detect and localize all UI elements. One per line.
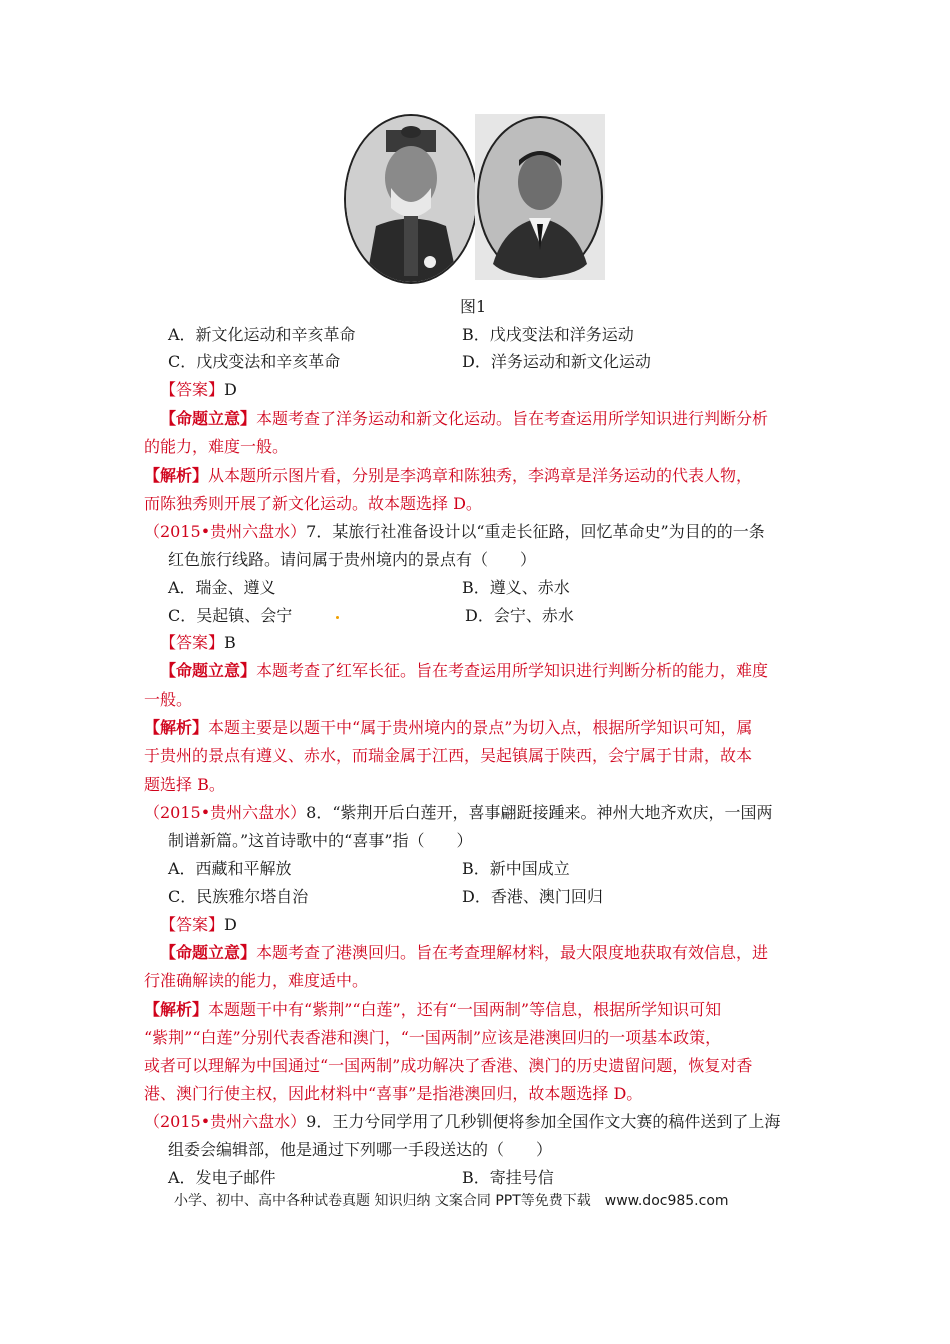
- q6-analysis-line2: 而陈独秀则开展了新文化运动。故本题选择 D。: [144, 494, 482, 513]
- q9-option-a: A．发电子邮件: [168, 1168, 276, 1187]
- figure-caption: 图1: [460, 297, 487, 316]
- q8-intent-line1: [160, 942, 768, 964]
- q8-analysis-text1: 本题题干中有“紫荆”“白莲”，还有“一国两制”等信息，根据所学知识可知: [208, 1000, 722, 1019]
- q8-analysis-line4: 港、澳门行使主权，因此材料中“喜事”是指港澳回归，故本题选择 D。: [144, 1084, 643, 1103]
- q7-stem-line2: 红色旅行线路。请问属于贵州境内的景点有（ ）: [168, 550, 537, 569]
- q7-answer: [160, 632, 236, 654]
- q6-intent-line1: [160, 408, 768, 430]
- q6-analysis-label: 【解析】: [144, 466, 209, 485]
- q8-analysis-label: 【解析】: [144, 1000, 209, 1019]
- q9-stem-text1: 9．王力兮同学用了几秒钏便将参加全国作文大赛的稿件送到了上海: [306, 1112, 781, 1131]
- q8-source: （2015•贵州六盘水）: [144, 803, 307, 822]
- q7-intent-text1: 本题考查了红军长征。旨在考查运用所学知识进行判断分析的能力，难度: [256, 661, 769, 680]
- q9-source: （2015•贵州六盘水）: [144, 1112, 307, 1131]
- q8-option-c: C．民族雅尔塔自治: [168, 887, 309, 906]
- q7-stem-text1: 7．某旅行社准备设计以“重走长征路，回忆革命史”为目的的一条: [306, 522, 765, 541]
- q8-intent-line2: 行准确解读的能力，难度适中。: [144, 971, 369, 990]
- q8-stem-text1: 8．“紫荆开后白莲开，喜事翩跹接踵来。神州大地齐欢庆，一国两: [306, 803, 773, 822]
- q8-option-d: D．香港、澳门回归: [462, 887, 603, 906]
- portrait-left-image: [344, 114, 478, 284]
- q6-answer-label: 【答案】: [160, 380, 225, 399]
- q6-answer-value: D: [224, 380, 237, 399]
- portrait-left-drawing: [346, 116, 476, 282]
- q8-stem-line2: 制谱新篇。”这首诗歌中的“喜事”指（ ）: [168, 831, 473, 850]
- q8-answer: [160, 914, 237, 936]
- q7-analysis-text1: 本题主要是以题干中“属于贵州境内的景点”为切入点，根据所学知识可知，属: [208, 718, 753, 737]
- q6-intent-text1: 本题考查了洋务运动和新文化运动。旨在考查运用所学知识进行判断分析: [256, 409, 769, 428]
- q6-analysis-text1: 从本题所示图片看，分别是李鸿章和陈独秀，李鸿章是洋务运动的代表人物，: [208, 466, 753, 485]
- portrait-right-image: [475, 114, 605, 280]
- q8-stem-line1: [144, 802, 773, 824]
- q7-analysis-label: 【解析】: [144, 718, 209, 737]
- q8-answer-value: D: [224, 915, 237, 934]
- page-footer: 小学、初中、高中各种试卷真题 知识归纳 文案合同 PPT等免费下载 www.doc985.com: [174, 1193, 729, 1209]
- q9-option-b: B．寄挂号信: [462, 1168, 554, 1187]
- q8-option-a: A．西藏和平解放: [168, 859, 292, 878]
- q7-answer-value: B: [224, 633, 236, 652]
- q7-intent-line1: [160, 660, 768, 682]
- q9-stem-line2: 组委会编辑部，他是通过下列哪一手段送达的（ ）: [168, 1140, 553, 1159]
- q7-option-d: D．会宁、赤水: [465, 606, 574, 625]
- q6-answer: [160, 379, 237, 401]
- q7-source: （2015•贵州六盘水）: [144, 522, 307, 541]
- q7-option-a: A．瑞金、遵义: [168, 578, 276, 597]
- q8-answer-label: 【答案】: [160, 915, 225, 934]
- q7-intent-label: 【命题立意】: [160, 661, 257, 680]
- q6-analysis-line1: [144, 465, 752, 487]
- q7-option-b: B．遵义、赤水: [462, 578, 570, 597]
- q8-option-b: B．新中国成立: [462, 859, 570, 878]
- q7-analysis-line3: 题选择 B。: [144, 775, 225, 794]
- q8-analysis-line2: “紫荆”“白莲”分别代表香港和澳门，“一国两制”应该是港澳回归的一项基本政策，: [144, 1028, 722, 1047]
- q6-option-a: A．新文化运动和辛亥革命: [168, 325, 356, 344]
- q7-answer-label: 【答案】: [160, 633, 225, 652]
- q7-option-c: C．吴起镇、会宁: [168, 606, 293, 625]
- q6-option-c: C．戊戌变法和辛亥革命: [168, 352, 341, 371]
- q7-intent-line2: 一般。: [144, 690, 193, 709]
- q6-option-d: D．洋务运动和新文化运动: [462, 352, 651, 371]
- q6-option-b: B．戊戌变法和洋务运动: [462, 325, 634, 344]
- stray-dot: [336, 616, 339, 619]
- q6-intent-line2: 的能力，难度一般。: [144, 437, 289, 456]
- portrait-right-drawing: [475, 114, 605, 280]
- q8-analysis-line1: [144, 999, 721, 1021]
- q8-intent-label: 【命题立意】: [160, 943, 257, 962]
- q7-analysis-line1: [144, 717, 752, 739]
- q6-intent-label: 【命题立意】: [160, 409, 257, 428]
- q8-analysis-line3: 或者可以理解为中国通过“一国两制”成功解决了香港、澳门的历史遗留问题，恢复对香: [144, 1056, 753, 1075]
- q7-stem-line1: [144, 521, 765, 543]
- q7-analysis-line2: 于贵州的景点有遵义、赤水，而瑞金属于江西，吴起镇属于陕西，会宁属于甘肃，故本: [144, 746, 753, 765]
- q9-stem-line1: [144, 1111, 780, 1133]
- q8-intent-text1: 本题考查了港澳回归。旨在考查理解材料，最大限度地获取有效信息，进: [256, 943, 769, 962]
